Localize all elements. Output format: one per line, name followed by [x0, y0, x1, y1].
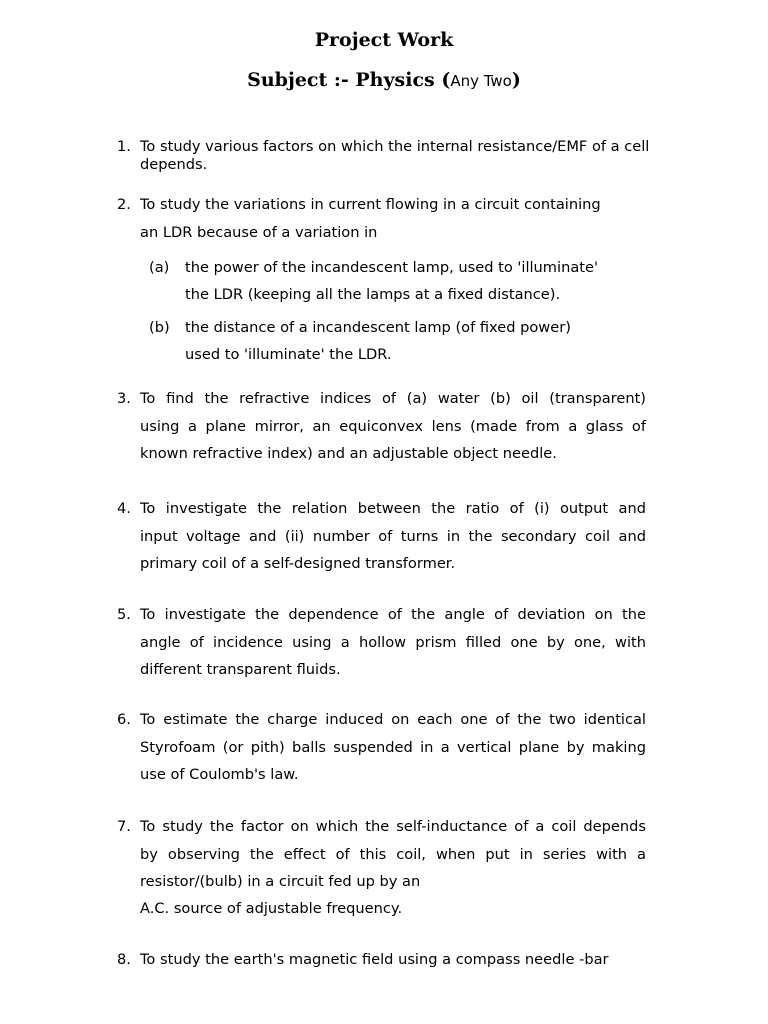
item-line: using a plane mirror, an equiconvex lens (made from a glass of [140, 417, 646, 435]
subject-note: Any Two [450, 72, 512, 90]
item-text [140, 813, 646, 922]
sub-item-line: the LDR (keeping all the lamps at a fixed distance). [185, 286, 561, 303]
subject-heading [0, 69, 768, 91]
item-line: different transparent fluids. [140, 661, 341, 678]
item-number: 5. [117, 606, 131, 623]
page-title: Project Work [314, 29, 454, 51]
sub-item-label: (b) [149, 319, 170, 336]
item-line: To study the earth's magnetic field using a compass needle -bar [140, 951, 609, 968]
sub-item-line: used to 'illuminate' the LDR. [185, 346, 392, 363]
item-line: use of Coulomb's law. [140, 766, 299, 783]
sub-item-text [185, 314, 571, 368]
item-number: 2. [117, 196, 131, 213]
item-line: resistor/(bulb) in a circuit fed up by an [140, 873, 421, 890]
subject-main: Subject :- Physics ( [247, 69, 451, 91]
item-line: primary coil of a self-designed transformer. [140, 555, 456, 572]
item-line: To find the refractive indices of (a) water (b) oil (transparent) [140, 390, 646, 407]
item-number: 6. [117, 711, 131, 728]
item-line: To estimate the charge induced on each one of the two identical [140, 711, 646, 728]
item-line: To investigate the dependence of the angle of deviation on the [140, 606, 646, 623]
item-number: 7. [117, 818, 131, 835]
item-line: To study the factor on which the self-inductance of a coil depends [140, 818, 646, 835]
subject-close: ) [511, 69, 521, 91]
item-line: known refractive index) and an adjustable object needle. [140, 445, 557, 462]
item-line: an LDR because of a variation in [140, 223, 378, 241]
item-line: by observing the effect of this coil, when put in series with a [140, 845, 646, 863]
item-number: 8. [117, 951, 131, 968]
item-line: angle of incidence using a hollow prism filled one by one, with [140, 633, 646, 651]
item-line: To study the variations in current flowing in a circuit containing [140, 196, 601, 213]
item-number: 1. [117, 138, 131, 155]
item-line: depends. [140, 156, 208, 173]
item-text [140, 706, 646, 789]
item-line: Styrofoam (or pith) balls suspended in a vertical plane by making [140, 738, 646, 756]
item-text [140, 191, 646, 246]
item-text [140, 385, 646, 468]
item-text [140, 601, 646, 684]
item-text [140, 946, 646, 974]
sub-item-label: (a) [149, 259, 170, 276]
sub-item-line: the distance of a incandescent lamp (of fixed power) [185, 319, 571, 336]
item-line: input voltage and (ii) number of turns in the secondary coil and [140, 527, 646, 545]
item-line: To study various factors on which the internal resistance/EMF of a cell [140, 138, 650, 155]
item-text [140, 495, 646, 578]
item-number: 3. [117, 390, 131, 407]
item-text [140, 138, 700, 174]
sub-item-text [185, 254, 598, 308]
item-number: 4. [117, 500, 131, 517]
item-line: A.C. source of adjustable frequency. [140, 899, 403, 917]
item-line: To investigate the relation between the ratio of (i) output and [140, 500, 646, 517]
sub-item-line: the power of the incandescent lamp, used to 'illuminate' [185, 259, 598, 276]
